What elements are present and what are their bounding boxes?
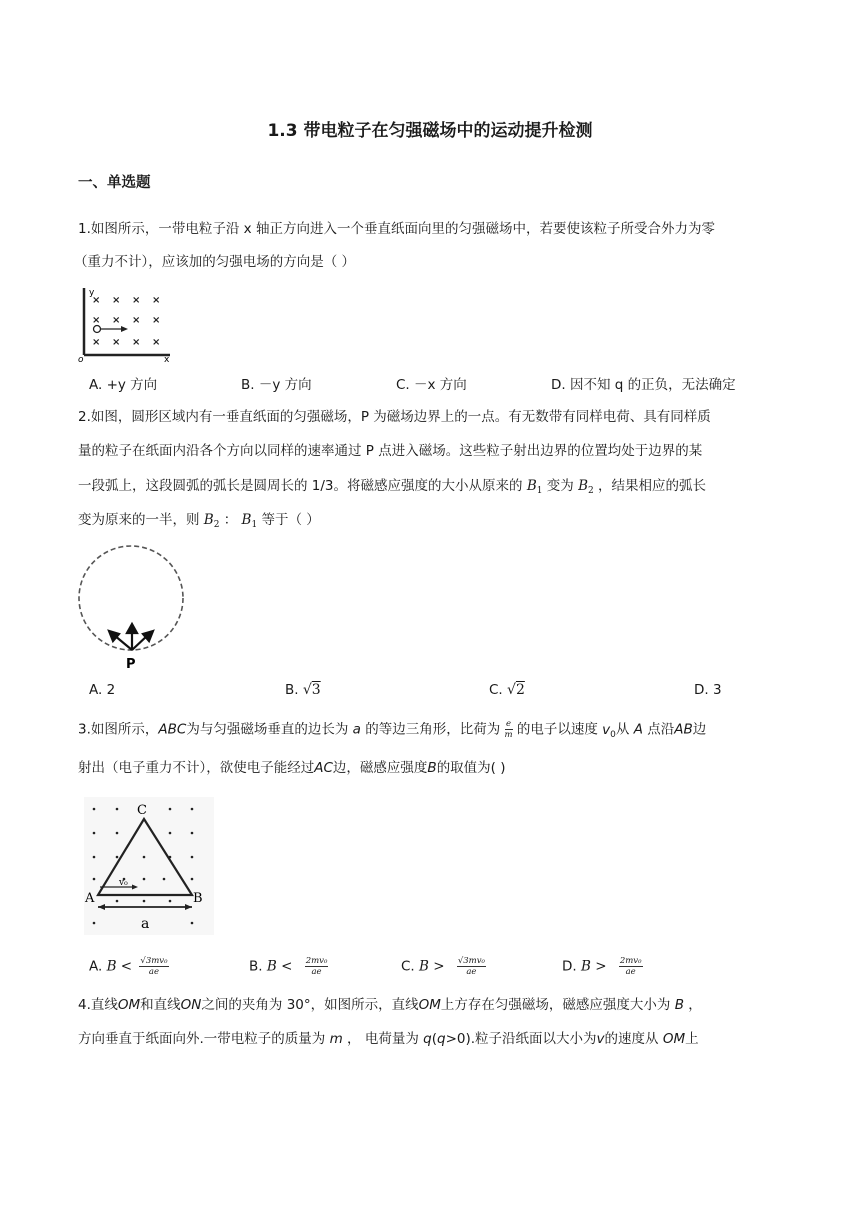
field-cross-mark: × bbox=[92, 337, 101, 348]
q1-figure bbox=[78, 285, 178, 363]
q1-option-c: C. －x 方向 bbox=[396, 377, 467, 393]
field-cross-mark: × bbox=[132, 295, 141, 306]
field-cross-mark: × bbox=[152, 315, 161, 326]
q1-text-line1: 1.如图所示，一带电粒子沿 x 轴正方向进入一个垂直纸面向里的匀强磁场中，若要使该粒子所受合外力为零 bbox=[78, 221, 715, 237]
q2-option-c: C. √2 bbox=[489, 682, 525, 698]
q4-text-line1: 4.直线OM和直线ON之间的夹角为 30°，如图所示，直线OM上方存在匀强磁场，磁感应强度大小为 B ， bbox=[78, 997, 702, 1013]
field-cross-mark: × bbox=[132, 315, 141, 326]
charge-mass-ratio: $\frac{e}{m}$ bbox=[504, 719, 513, 740]
q1-axis-x-label: x bbox=[164, 355, 170, 363]
field-cross-mark: × bbox=[152, 295, 161, 306]
q3-text-line2: 射出（电子重力不计），欲使电子能经过AC边，磁感应强度B的取值为( ) bbox=[78, 760, 506, 776]
q4-text-line2: 方向垂直于纸面向外.一带电粒子的质量为 m ， 电荷量为 q(q>0).粒子沿纸面以大小为v的速度从 OM上 bbox=[78, 1031, 699, 1047]
b2-symbol: $B_2$ bbox=[203, 512, 220, 530]
page-title: 1.3 带电粒子在匀强磁场中的运动提升检测 bbox=[267, 121, 593, 141]
q2-option-b: B. √3 bbox=[285, 682, 321, 698]
q3-text-line1: 3.如图所示，ABC为与匀强磁场垂直的边长为 a 的等边三角形，比荷为 $\frac{e}{m}$ 的电子以速度 $v_0$从 A 点沿AB边 bbox=[78, 719, 707, 740]
vertex-c-label: C bbox=[137, 803, 147, 818]
q1-option-d: D. 因不知 q 的正负，无法确定 bbox=[551, 377, 736, 393]
field-cross-mark: × bbox=[152, 337, 161, 348]
q1-option-a: A. +y 方向 bbox=[89, 377, 158, 393]
vertex-b-label: B bbox=[193, 891, 203, 906]
field-cross-mark: × bbox=[112, 295, 121, 306]
q3-option-a: A. B < $\frac{\text{√3mv₀}}{ae}$ bbox=[89, 956, 168, 977]
q2-text-line3: 一段弧上，这段圆弧的弧长是圆周长的 1/3。将磁感应强度的大小从原来的 $B_1$ 变为 $B_2$ ，结果相应的弧长 bbox=[78, 478, 707, 496]
field-cross-mark: × bbox=[132, 337, 141, 348]
q1-option-b: B. －y 方向 bbox=[241, 377, 312, 393]
side-a-label: a bbox=[141, 916, 150, 932]
q2-option-a: A. 2 bbox=[89, 682, 116, 698]
field-cross-mark: × bbox=[92, 315, 101, 326]
v0-label: v₀ bbox=[119, 878, 128, 888]
b1-symbol: $B_1$ bbox=[241, 512, 258, 530]
vertex-a-label: A bbox=[85, 891, 95, 906]
q3-option-d: D. B > $\frac{\text{2mv₀}}{ae}$ bbox=[562, 956, 642, 977]
b2-symbol: $B_2$ bbox=[578, 478, 594, 496]
field-cross-mark: × bbox=[92, 295, 101, 306]
q2-text-line2: 量的粒子在纸面内沿各个方向以同样的速率通过 P 点进入磁场。这些粒子射出边界的位置均处于边界的某 bbox=[78, 443, 703, 459]
q2-figure bbox=[76, 542, 188, 670]
b1-symbol: $B_1$ bbox=[526, 478, 543, 496]
q3-option-c: C. B > $\frac{\text{√3mv₀}}{ae}$ bbox=[401, 956, 485, 977]
q1-text-line2: （重力不计），应该加的匀强电场的方向是（ ） bbox=[74, 254, 356, 270]
q3-option-b: B. B < $\frac{\text{2mv₀}}{ae}$ bbox=[249, 956, 328, 977]
section-heading: 一、单选题 bbox=[78, 175, 151, 191]
q2-text-line1: 2.如图，圆形区域内有一垂直纸面的匀强磁场，P 为磁场边界上的一点。有无数带有同样电荷、具有同样质 bbox=[78, 409, 711, 425]
v0-symbol: $v_0$ bbox=[602, 721, 616, 740]
q3-figure bbox=[84, 797, 214, 935]
point-p-label: P bbox=[126, 657, 136, 670]
q1-axis-y-label: y bbox=[89, 288, 95, 298]
field-cross-mark: × bbox=[112, 315, 121, 326]
q2-text-line4: 变为原来的一半，则 $B_2$ ： $B_1$ 等于（ ） bbox=[78, 512, 320, 530]
q1-origin-label: o bbox=[78, 355, 84, 363]
q2-option-d: D. 3 bbox=[694, 682, 722, 698]
field-cross-mark: × bbox=[112, 337, 121, 348]
